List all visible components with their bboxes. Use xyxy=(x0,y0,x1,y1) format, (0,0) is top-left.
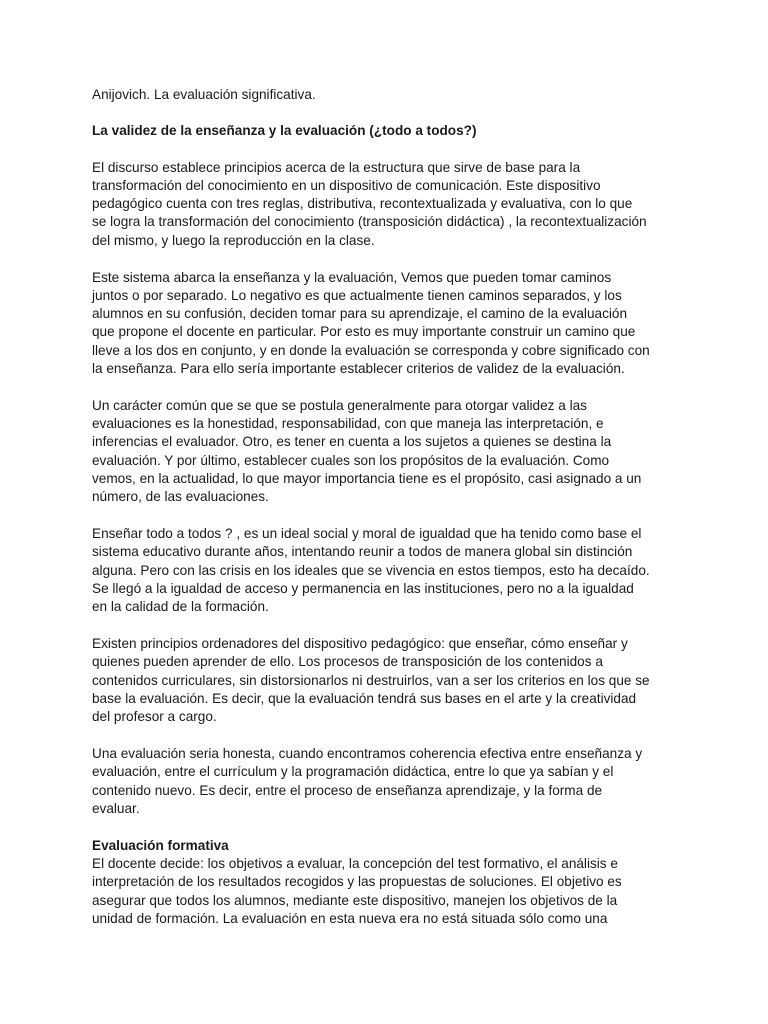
paragraph-line: del mismo, y luego la reproducción en la clase. xyxy=(92,232,375,248)
paragraph-line: El docente decide: los objetivos a evaluar, la concepción del test formativo, el análisis e xyxy=(92,856,618,872)
paragraph-line: Enseñar todo a todos ? , es un ideal social y moral de igualdad que ha tenido como base el xyxy=(92,526,642,542)
paragraph-line: que propone el docente en particular. Por esto es muy importante construir un camino que xyxy=(92,324,636,340)
paragraph-line: la enseñanza. Para ello sería importante establecer criterios de validez de la evaluación. xyxy=(92,361,625,377)
paragraph-line: Existen principios ordenadores del dispositivo pedagógico: que enseñar, cómo enseñar y xyxy=(92,636,628,652)
paragraph-line: interpretación de los resultados recogidos y las propuestas de soluciones. El objetivo es xyxy=(92,874,622,890)
paragraph-line: lleve a los dos en conjunto, y en donde la evaluación se corresponda y cobre significado con xyxy=(92,342,650,358)
paragraph-line: evaluaciones es la honestidad, responsabilidad, con que maneja las interpretación, e xyxy=(92,416,604,432)
paragraph-line: transformación del conocimiento en un dispositivo de comunicación. Este dispositivo xyxy=(92,177,601,193)
paragraph-line: Un carácter común que se que se postula generalmente para otorgar validez a las xyxy=(92,397,587,413)
paragraph-5 xyxy=(92,635,692,726)
header-text: Anijovich. La evaluación significativa. xyxy=(92,87,316,102)
document-title xyxy=(92,122,692,140)
paragraph-line: asegurar que todos los alumnos, mediante este dispositivo, manejen los objetivos de la xyxy=(92,892,618,908)
paragraph-line: pedagógico cuenta con tres reglas, distributiva, recontextualizada y evaluativa, con lo que xyxy=(92,196,633,212)
paragraph-line: base la evaluación. Es decir, que la evaluación tendrá sus bases en el arte y la creatividad xyxy=(92,691,637,707)
paragraph-line: quienes pueden aprender de ello. Los procesos de transposición de los contenidos a xyxy=(92,654,603,670)
paragraph-line: número, de las evaluaciones. xyxy=(92,489,269,505)
paragraph-line: El discurso establece principios acerca de la estructura que sirve de base para la xyxy=(92,159,581,175)
paragraph-line: Una evaluación seria honesta, cuando encontramos coherencia efectiva entre enseñanza y xyxy=(92,746,643,762)
paragraph-7 xyxy=(92,855,692,928)
paragraph-line: vemos, en la actualidad, lo que mayor importancia tiene es el propósito, casi asignado a un xyxy=(92,471,642,487)
paragraph-4 xyxy=(92,525,692,616)
paragraph-line: Se llegó a la igualdad de acceso y permanencia en las instituciones, pero no a la igualdad xyxy=(92,581,634,597)
subheading-text: Evaluación formativa xyxy=(92,837,229,853)
paragraph-line: contenido nuevo. Es decir, entre el proceso de enseñanza aprendizaje, y la forma de xyxy=(92,782,603,798)
paragraph-line: evaluación. Y por último, establecer cuales son los propósitos de la evaluación. Como xyxy=(92,452,610,468)
paragraph-line: alumnos en su confusión, deciden tomar para su aprendizaje, el camino de la evaluación xyxy=(92,306,628,322)
paragraph-line: unidad de formación. La evaluación en esta nueva era no está situada sólo como una xyxy=(92,910,608,926)
paragraph-2 xyxy=(92,269,692,379)
paragraph-6 xyxy=(92,745,692,818)
paragraph-line: sistema educativo durante años, intentando reunir a todos de manera global sin distinción xyxy=(92,544,633,560)
paragraph-line: alguna. Pero con las crisis en los ideales que se vivencia en estos tiempos, esto ha decaído. xyxy=(92,562,650,578)
paragraph-1 xyxy=(92,159,692,250)
section-subheading xyxy=(92,837,692,855)
paragraph-3 xyxy=(92,397,692,507)
paragraph-line: Este sistema abarca la enseñanza y la evaluación, Vemos que pueden tomar caminos xyxy=(92,269,612,285)
document-page xyxy=(92,86,692,928)
paragraph-line: del profesor a cargo. xyxy=(92,709,217,725)
title-text: La validez de la enseñanza y la evaluación (¿todo a todos?) xyxy=(92,123,477,139)
paragraph-line: inferencias el evaluador. Otro, es tener en cuenta a los sujetos a quienes se destina la xyxy=(92,434,612,450)
paragraph-line: juntos o por separado. Lo negativo es que actualmente tienen caminos separados, y los xyxy=(92,287,622,303)
document-header xyxy=(92,86,692,104)
paragraph-line: se logra la transformación del conocimiento (transposición didáctica) , la recontextualización xyxy=(92,214,647,230)
paragraph-line: evaluar. xyxy=(92,801,140,816)
paragraph-line: contenidos curriculares, sin distorsionarlos ni destruirlos, van a ser los criterios en los que se xyxy=(92,672,650,688)
paragraph-line: en la calidad de la formación. xyxy=(92,599,269,615)
paragraph-line: evaluación, entre el currículum y la programación didáctica, entre lo que ya sabían y el xyxy=(92,764,614,780)
